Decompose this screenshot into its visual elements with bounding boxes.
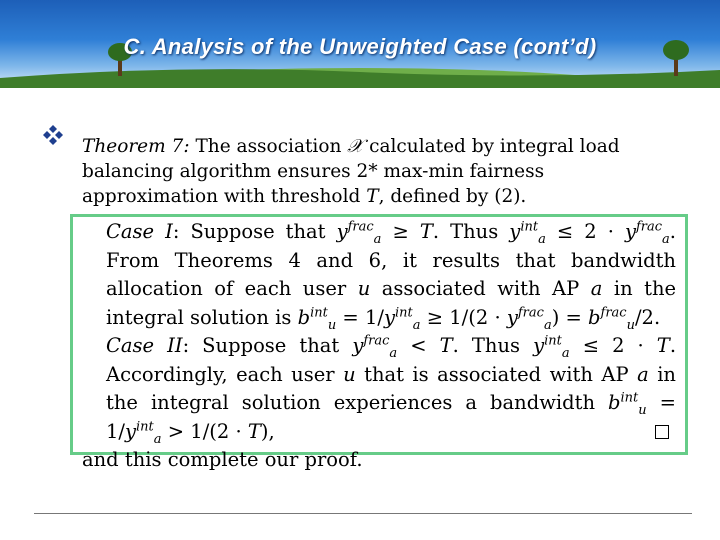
slide-header (0, 0, 720, 88)
diamond-bullet-icon (42, 124, 64, 146)
proof-ending: and this complete our proof. (82, 448, 363, 471)
theorem-name: Theorem 7: (82, 136, 190, 157)
slide-title: C. Analysis of the Unweighted Case (cont’d) (123, 34, 597, 59)
footer-divider (34, 513, 692, 514)
case-2: Case II: Suppose that $y^{frac}_a < T$. Thus $y^{int}_a \le 2 \cdot T$. Accordingly, each user u that is associated with AP a in the integral solution experiences a bandwidth $b^{int}_u = 1/y^{int}_a > 1/(2 \cdot T)$, (106, 333, 677, 447)
theorem-statement: Theorem 7: The association 𝒳 calculated by integral load balancing algorithm ensures 2* max-min fairness approximation with threshold T, defined by (2). (82, 136, 620, 207)
proof-text (82, 218, 676, 475)
case-1: Case I: Suppose that $y^{frac}_a \ge T$. Thus $y^{int}_a \le 2 \cdot y^{frac}_a$. From Theorems 4 and 6, it results that bandwidth allocation of each user u associated with AP a in the integral solution is $b^{int}_u = 1/y^{int}_a \ge 1/(2 \cdot y^{frac}_a) = b^{frac}_u/2$. (106, 219, 677, 333)
qed-square-icon (655, 425, 669, 439)
